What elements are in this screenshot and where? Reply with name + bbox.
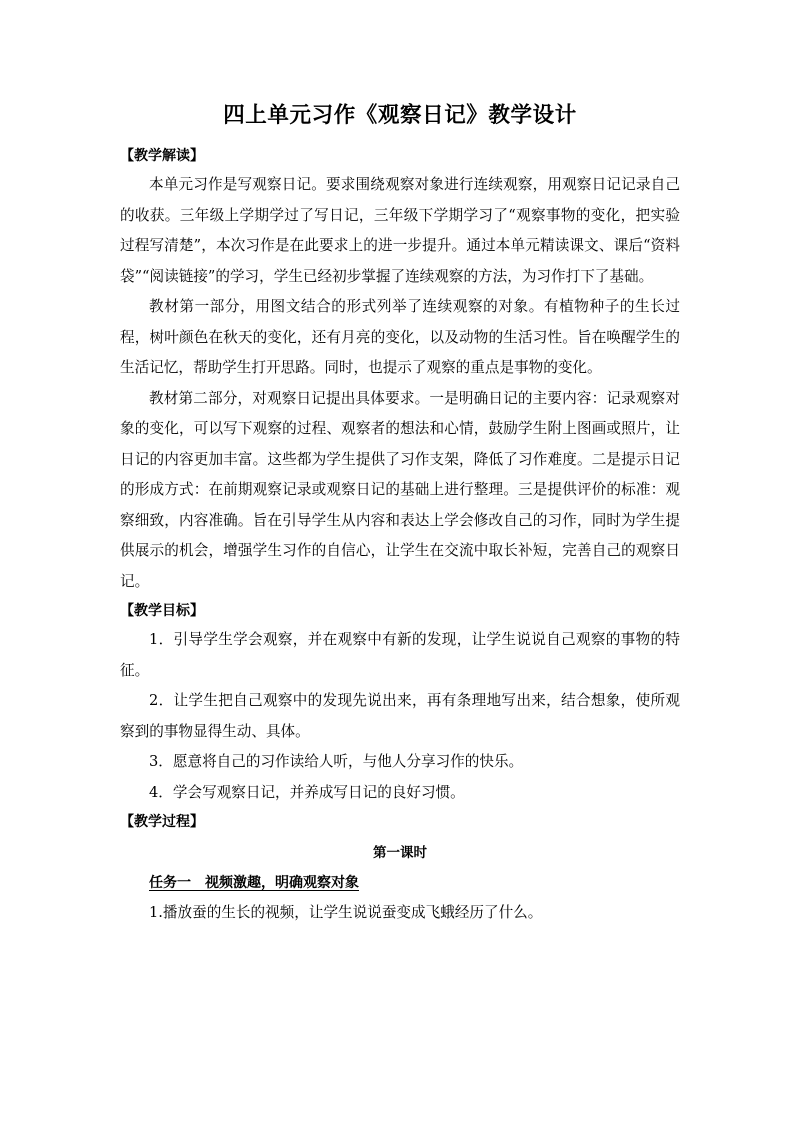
task-title: 视频激趣，明确观察对象 (205, 875, 359, 891)
goal-item: 1．引导学生学会观察，并在观察中有新的发现，让学生说说自己观察的事物的特征。 (120, 631, 680, 679)
task-heading (120, 868, 680, 898)
goal-item: 4．学会写观察日记，并养成写日记的良好习惯。 (149, 783, 465, 801)
reading-paragraph: 教材第一部分，用图文结合的形式列举了连续观察的对象。有植物种子的生长过程，树叶颜色在秋天的变化，还有月亮的变化，以及动物的生活习性。旨在唤醒学生的生活记忆，帮助学生打开思路。同时，也提示了观察的重点是事物的变化。 (120, 298, 680, 376)
task-spacer (191, 875, 205, 891)
document-page (120, 96, 680, 929)
task-label: 任务一 (149, 875, 191, 891)
section-heading-goals: 【教学目标】 (120, 603, 204, 619)
section-heading-reading: 【教学解读】 (120, 148, 204, 164)
reading-paragraph: 本单元习作是写观察日记。要求围绕观察对象进行连续观察，用观察日记记录自己的收获。三年级上学期学过了写日记，三年级下学期学习了“观察事物的变化，把实验过程写清楚”，本次习作是在此要求上的进一步提升。通过本单元精读课文、课后“资料袋”“阅读链接”的学习，学生已经初步掌握了连续观察的方法，为习作打下了基础。 (120, 176, 680, 285)
lesson-title: 第一课时 (373, 845, 427, 861)
document-title: 四上单元习作《观察日记》教学设计 (223, 103, 577, 128)
process-step: 1.播放蚕的生长的视频，让学生说说蚕变成飞蛾经历了什么。 (149, 904, 543, 921)
reading-paragraph: 教材第二部分，对观察日记提出具体要求。一是明确日记的主要内容：记录观察对象的变化，可以写下观察的过程、观察者的想法和心情，鼓励学生附上图画或照片，让日记的内容更加丰富。这些都为学生提供了习作支架，降低了习作难度。二是提示日记的形成方式：在前期观察记录或观察日记的基础上进行整理。三是提供评价的标准：观察细致，内容准确。旨在引导学生从内容和表达上学会修改自己的习作，同时为学生提供展示的机会，增强学生习作的自信心，让学生在交流中取长补短，完善自己的观察日记。 (120, 389, 680, 590)
goal-item: 2．让学生把自己观察中的发现先说出来，再有条理地写出来，结合想象，使所观察到的事物显得生动、具体。 (120, 692, 680, 740)
goal-item: 3．愿意将自己的习作读给人听，与他人分享习作的快乐。 (149, 753, 524, 770)
section-heading-process: 【教学过程】 (120, 814, 204, 830)
